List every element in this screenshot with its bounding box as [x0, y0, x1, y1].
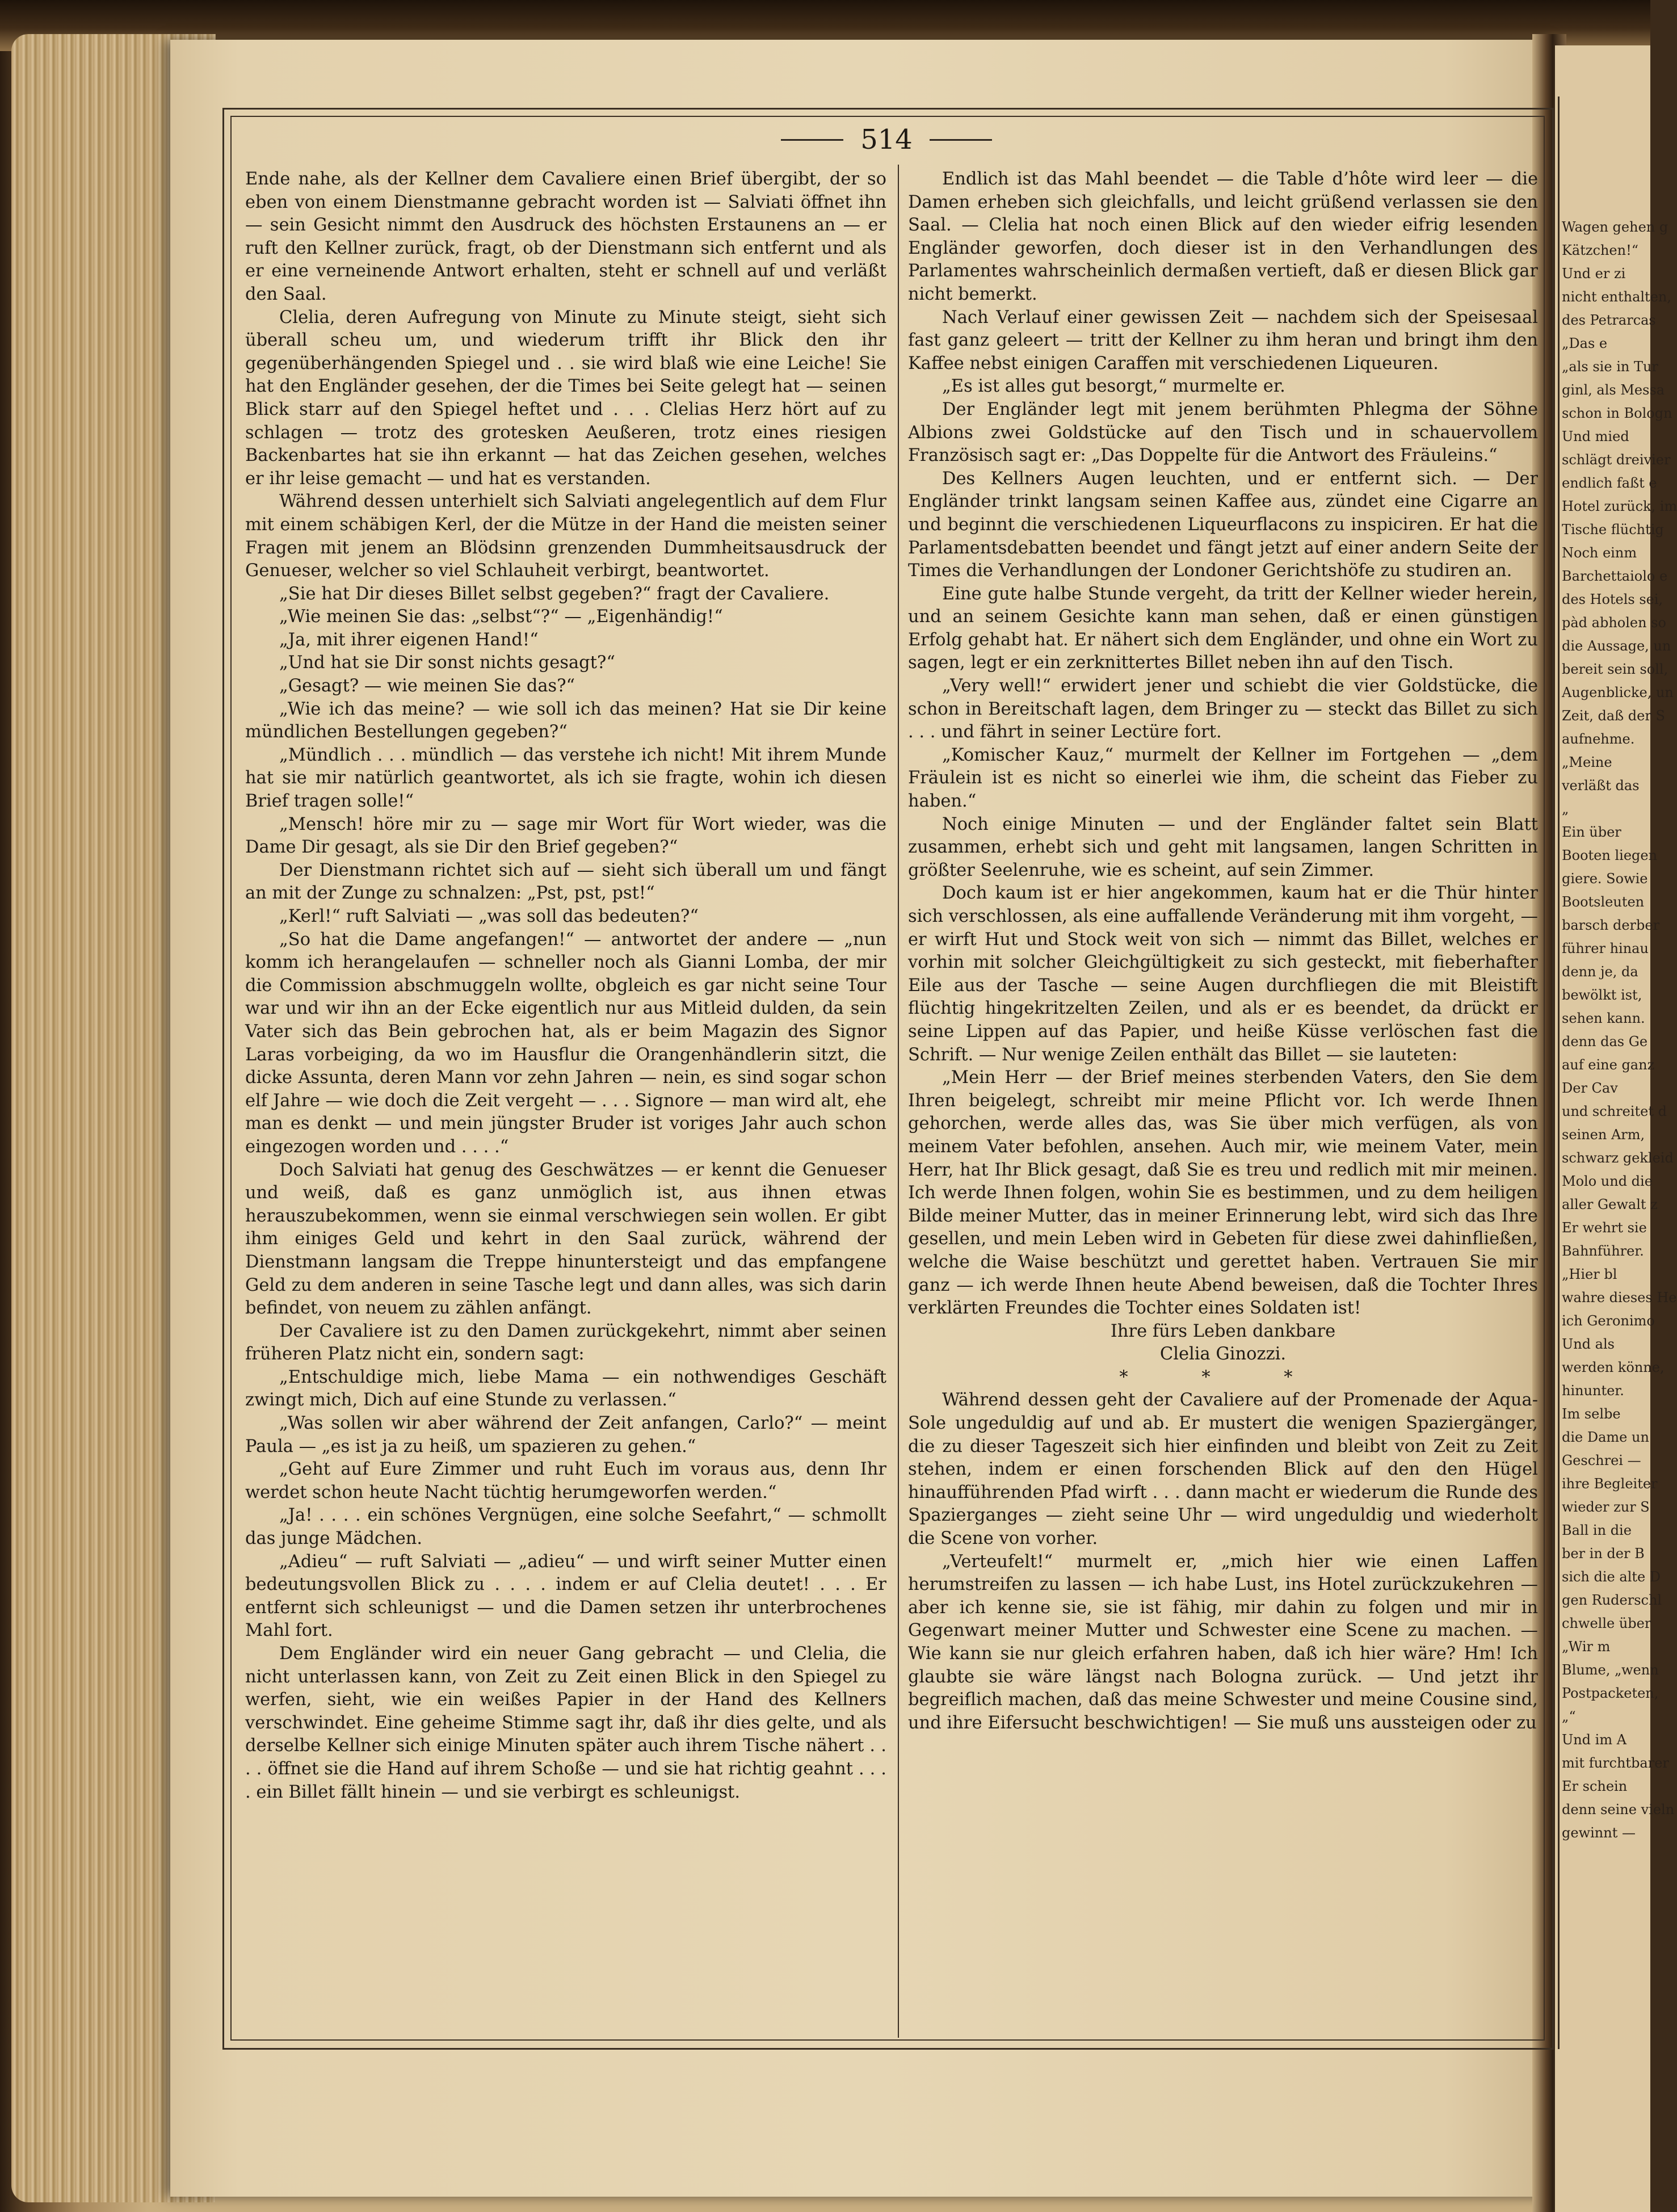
header-rule-left	[781, 139, 843, 141]
facing-page-line: ginl, als Messa	[1562, 382, 1665, 398]
facing-page-line: „	[1562, 801, 1569, 817]
paragraph: „Ja, mit ihrer eigenen Hand!“	[279, 629, 539, 650]
facing-page-line: auf eine ganz	[1562, 1057, 1655, 1073]
page-header	[230, 123, 1542, 157]
paragraph: Der Cavaliere ist zu den Damen zurückgekehrt, nimmt aber seinen früheren Platz nicht ein, sondern sagt:	[245, 1321, 886, 1365]
facing-page-line: bewölkt ist,	[1562, 987, 1642, 1003]
paragraph: Doch Salviati hat genug des Geschwätzes — er kennt die Genueser und weiß, daß es ganz unmöglich ist, aus ihnen etwas herauszubekommen, wenn sie einmal verschwiegen sein wollen. Er gibt ihm einiges Geld und kehrt in den Saal zurück, während der Dienstmann langsam die Treppe hinuntersteigt und das empfangene Geld zu dem anderen in seine Tasche legt und dann alles, was sich darin befindet, von neuem zu zählen anfängt.	[245, 1160, 886, 1319]
facing-page-line: schon in Bologn	[1562, 405, 1672, 421]
facing-page-line: giere. Sowie	[1562, 871, 1648, 887]
facing-page-line: barsch derber	[1562, 917, 1660, 933]
paragraph: Eine gute halbe Stunde vergeht, da tritt der Kellner wieder herein, und an seinem Gesichte kann man sehen, daß er einen günstigen Erfolg gehabt hat. Er nähert sich dem Engländer, und ohne ein Wort zu sagen, legt er ein zerknittertes Billet neben ihn auf den Tisch.	[908, 584, 1538, 673]
facing-page-line: „“	[1562, 1709, 1576, 1724]
facing-page-line: sich die alte D	[1562, 1569, 1661, 1585]
paragraph: „Wie meinen Sie das: „selbst“?“ — „Eigenhändig!“	[279, 607, 723, 627]
facing-page-line: Zeit, daß der S	[1562, 708, 1665, 724]
facing-page-line: ihre Begleiter	[1562, 1476, 1658, 1492]
paragraph: „Was sollen wir aber während der Zeit anfangen, Carlo?“ — meint Paula — „es ist ja zu heiß, um spazieren zu gehen.“	[245, 1413, 886, 1457]
facing-page-line: verläßt das	[1562, 778, 1640, 794]
paragraph: Während dessen geht der Cavaliere auf der Promenade der Aqua-Sole ungeduldig auf und ab. Er mustert die wenigen Spaziergänger, die zu dieser Tageszeit sich hier einfinden und bleibt von Zeit zu Zeit stehen, indem er einen forschenden Blick auf den den Hügel hinaufführenden Pfad wirft . . . dann macht er wiederum die Runde des Spazierganges — zieht seine Uhr — wird ungeduldig und wiederholt die Scene von vorher.	[908, 1390, 1538, 1549]
facing-page-line: nicht enthalten,	[1562, 289, 1671, 305]
facing-page-line: chwelle über	[1562, 1615, 1651, 1631]
paragraph: Während dessen unterhielt sich Salviati angelegentlich auf dem Flur mit einem schäbigen Kerl, der die Mütze in der Hand die meisten seiner Fragen mit jenem an Blödsinn grenzenden Dummheitsausdruck der Genueser, welcher so viel Schlauheit verbirgt, beantwortet.	[245, 492, 886, 581]
paragraph: Der Engländer legt mit jenem berühmten Phlegma der Söhne Albions zwei Goldstücke auf den Tisch und in schauervollem Französisch sagt er: „Das Doppelte für die Antwort des Fräuleins.“	[908, 399, 1538, 466]
facing-page-line: Bahnführer.	[1562, 1243, 1644, 1259]
letter-signature-closing: Ihre fürs Leben dankbare	[1110, 1321, 1336, 1341]
facing-page-line: Ball in die	[1562, 1522, 1632, 1538]
paragraph: Dem Engländer wird ein neuer Gang gebracht — und Clelia, die nicht unterlassen kann, von Zeit zu Zeit einen Blick in den Spiegel zu werfen, sieht, wie ein weißes Papier in der Hand des Kellners verschwindet. Eine geheime Stimme sagt ihr, daß ihr dies gelte, und als derselbe Kellner sich einige Minuten später auch ihrem Tische nähert . . . . öffnet sie die Hand auf ihrem Schoße — und sie hat richtig geahnt . . . . ein Billet fällt hinein — und sie verbirgt es schleunigst.	[245, 1644, 886, 1802]
facing-page-line: „Das e	[1562, 335, 1608, 351]
paragraph: „Verteufelt!“ murmelt er, „mich hier wie einen Laffen herumstreifen zu lassen — ich habe Lust, ins Hotel zurückzukehren — aber ich kenne sie, sie ist fähig, mir dahin zu folgen und mir in Gegenwart meiner Mutter und Schwester eine Scene zu machen. — Wie kann sie nur gleich erfahren haben, daß ich hier wäre? Hm! Ich glaubte sie wäre längst nach Bologna zurück. — Und jetzt ihr begreiflich machen, daß das meine Schwester und meine Cousine sind, und ihre Eifersucht beschwichtigen! — Sie muß uns aussteigen oder zu	[908, 1551, 1538, 1733]
facing-page-line: hinunter.	[1562, 1383, 1624, 1399]
facing-page-line: „Meine	[1562, 754, 1612, 770]
facing-page-line: Geschrei —	[1562, 1453, 1641, 1468]
paragraph: „Entschuldige mich, liebe Mama — ein nothwendiges Geschäft zwingt mich, Dich auf eine Stunde zu verlassen.“	[245, 1367, 886, 1411]
facing-page-line: ich Geronimo	[1562, 1313, 1655, 1329]
facing-page-line: denn je, da	[1562, 964, 1638, 980]
paragraph: Endlich ist das Mahl beendet — die Table d’hôte wird leer — die Damen erheben sich gleichfalls, und leicht grüßend verlassen sie den Saal. — Clelia hat noch einen Blick auf den wieder eifrig lesenden Engländer geworfen, doch dieser ist in den Verhandlungen des Parlamentes wahrscheinlich dermaßen vertieft, daß er diesen Blick gar nicht bemerkt.	[908, 169, 1538, 304]
facing-page-line: die Aussage, un	[1562, 638, 1671, 654]
facing-page-line: gen Ruderschl	[1562, 1592, 1662, 1608]
facing-page-line: mit furchtbarer	[1562, 1755, 1669, 1771]
paragraph: Noch einige Minuten — und der Engländer faltet sein Blatt zusammen, erhebt sich und geht mit langsamen, langen Schritten in größter Seelenruhe, wie es scheint, auf sein Zimmer.	[908, 814, 1538, 880]
paragraph: „Und hat sie Dir sonst nichts gesagt?“	[279, 653, 615, 673]
facing-page-line: gewinnt —	[1562, 1825, 1636, 1841]
facing-page-line: führer hinau	[1562, 941, 1649, 956]
facing-page-line: und schreitet d	[1562, 1103, 1667, 1119]
facing-page-line: denn seine vieln	[1562, 1802, 1675, 1818]
facing-page-line: wahre dieses He	[1562, 1290, 1677, 1306]
facing-page-line: schlägt dreivier	[1562, 452, 1671, 468]
facing-page-line: „als sie in Tur	[1562, 359, 1658, 375]
facing-page-line: Er schein	[1562, 1778, 1628, 1794]
facing-page-line: Und er zi	[1562, 266, 1626, 282]
facing-page-line: Ein über	[1562, 824, 1621, 840]
paragraph: „Komischer Kauz,“ murmelt der Kellner im Fortgehen — „dem Fräulein ist es nicht so einerlei wie ihm, die scheint das Fieber zu haben.“	[908, 745, 1538, 812]
facing-page-line: Augenblicke, un	[1562, 685, 1674, 700]
facing-page-line: Der Cav	[1562, 1080, 1618, 1096]
facing-page-line: Und als	[1562, 1336, 1615, 1352]
paragraph: „So hat die Dame angefangen!“ — antwortet der andere — „nun komm ich herangelaufen — schneller noch als Gianni Lomba, der mir die Commission abschmuggeln wollte, obgleich es gar nicht seine Tour war und wir ihn an der Ecke eigentlich nur aus Mitleid dulden, da sein Vater sich das Bein gebrochen hat, als er beim Magazin des Signor Laras vorbeiging, da wo im Hausflur die Orangenhändlerin sitzt, die dicke Assunta, deren Mann vor zehn Jahren — nein, es sind sogar schon elf Jahre — wie doch die Zeit vergeht — . . . Signore — man wird alt, ehe man es denkt — und mein jüngster Bruder ist voriges Jahr auch schon eingezogen worden und . . . .“	[245, 929, 886, 1157]
facing-page-line: Barchettaiolo e	[1562, 568, 1668, 584]
facing-page-line: „Wir m	[1562, 1639, 1611, 1655]
section-break-asterisks: * * *	[1119, 1367, 1327, 1387]
facing-page-line: Im selbe	[1562, 1406, 1621, 1422]
paragraph: „Gesagt? — wie meinen Sie das?“	[279, 676, 575, 696]
paragraph: Ende nahe, als der Kellner dem Cavaliere einen Brief übergibt, der so eben von einem Dienstmanne gebracht worden ist — Salviati öffnet ihn — sein Gesicht nimmt den Ausdruck des höchsten Erstaunens an — er ruft den Kellner zurück, fragt, ob der Dienstmann sich entfernt und als er eine verneinende Antwort erhalten, steht er schnell auf und verläßt den Saal.	[245, 169, 886, 304]
letter-signature-name: Clelia Ginozzi.	[1159, 1344, 1287, 1365]
paragraph: „Ja! . . . . ein schönes Vergnügen, eine solche Seefahrt,“ — schmollt das junge Mädchen.	[245, 1505, 886, 1549]
facing-page-line: die Dame un	[1562, 1429, 1649, 1445]
paragraph: „Kerl!“ ruft Salviati — „was soll das bedeuten?“	[279, 906, 699, 926]
right-column	[908, 168, 1538, 1735]
facing-page-line: wieder zur S	[1562, 1499, 1650, 1515]
column-divider	[898, 165, 899, 2038]
facing-page-line: des Hotels sei,	[1562, 591, 1663, 607]
paragraph: „Mensch! höre mir zu — sage mir Wort für Wort wieder, was die Dame Dir gesagt, als sie Dir den Brief gegeben?“	[245, 814, 886, 858]
paragraph: „Mündlich . . . mündlich — das verstehe ich nicht! Mit ihrem Munde hat sie mir natürlich geantwortet, als ich sie fragte, wohin ich diesen Brief tragen solle!“	[245, 745, 886, 812]
facing-page-line: Postpacketen,	[1562, 1685, 1659, 1701]
facing-page-line: Booten liegen	[1562, 847, 1658, 863]
header-rule-right	[930, 139, 992, 141]
facing-page-line: pàd abholen so	[1562, 615, 1666, 631]
page-number: 514	[860, 124, 913, 156]
facing-page-line: des Petrarcas	[1562, 312, 1656, 328]
facing-page-line: Wagen gehen g	[1562, 219, 1668, 235]
facing-page-fragment	[1555, 45, 1677, 2212]
facing-page-line: schwarz gekleid	[1562, 1150, 1674, 1166]
paragraph: „Sie hat Dir dieses Billet selbst gegeben?“ fragt der Cavaliere.	[279, 584, 830, 604]
facing-page-line: Kätzchen!“	[1562, 242, 1638, 258]
facing-page-line: Molo und die	[1562, 1173, 1653, 1189]
facing-page-line: seinen Arm,	[1562, 1127, 1645, 1143]
paragraph: Doch kaum ist er hier angekommen, kaum hat er die Thür hinter sich verschlossen, als eine auffallende Veränderung mit ihm vorgeht, — er wirft Hut und Stock weit von sich — nimmt das Billet, welches er vorhin mit solcher Gleichgültigkeit zu sich gesteckt, mit fieberhafter Eile aus der Tasche — seine Augen durchfliegen die mit Bleistift flüchtig hingekritzelten Zeilen, und als er es beendet, da drückt er seine Lippen auf das Papier, und heiße Küsse verlöschen fast die Schrift. — Nur wenige Zeilen enthält das Billet — sie lauteten:	[908, 883, 1538, 1065]
facing-page-line: Er wehrt sie	[1562, 1220, 1647, 1236]
paragraph: Der Dienstmann richtet sich auf — sieht sich überall um und fängt an mit der Zunge zu schnalzen: „Pst, pst, pst!“	[245, 860, 886, 904]
facing-page-line: Noch einm	[1562, 545, 1637, 561]
facing-page-line: „Hier bl	[1562, 1266, 1617, 1282]
letter-text: „Mein Herr — der Brief meines sterbenden Vaters, den Sie dem Ihren beigelegt, schreibt mir meine Pflicht vor. Ich werde Ihnen gehorchen, werde alles das, was Sie über mich verfügen, als von meinem Vater befohlen, ansehen. Auch mir, wie meinem Vater, mein Herr, hat Ihr Blick gesagt, daß Sie es treu und redlich mit mir meinen. Ich werde Ihnen folgen, wohin Sie es bestimmen, und zu dem heiligen Bilde meiner Mutter, das in meiner Erinnerung lebt, wird sich das Ihre gesellen, und mein Leben wird in Gebeten für diese zwei dahinfließen, welche die Waise beschützt und gerettet haben. Vertrauen Sie mir ganz — ich werde Ihnen heute Abend beweisen, daß die Tochter Ihres verklärten Freundes die Tochter eines Soldaten ist!	[908, 1068, 1538, 1319]
facing-page-line: werden könne,	[1562, 1359, 1665, 1375]
facing-page-line: sehen kann.	[1562, 1010, 1645, 1026]
paragraph: Des Kellners Augen leuchten, und er entfernt sich. — Der Engländer trinkt langsam seinen Kaffee aus, zündet eine Cigarre an und beginnt die verschiedenen Liqueurflacons zu inspiciren. Er hat die Parlamentsdebatten beendet und fängt jetzt auf einer andern Seite der Times die Verhandlungen der Londoner Gerichtshöfe zu studiren an.	[908, 468, 1538, 581]
paragraph: „Very well!“ erwidert jener und schiebt die vier Goldstücke, die schon in Bereitschaft lagen, dem Bringer zu — steckt das Billet zu sich . . . und fährt in seiner Lectüre fort.	[908, 676, 1538, 742]
facing-page-line: Tische flüchtig	[1562, 522, 1664, 538]
facing-page-text	[1562, 216, 1677, 1845]
facing-page-line: Bootsleuten	[1562, 894, 1645, 910]
paragraph: „Adieu“ — ruft Salviati — „adieu“ — und wirft seiner Mutter einen bedeutungsvollen Blick zu . . . . indem er auf Clelia deutet! . . . Er entfernt sich schleunigst — und die Damen setzen ihr unterbrochenes Mahl fort.	[245, 1551, 886, 1641]
facing-page-line: endlich faßt e	[1562, 475, 1657, 491]
facing-page-line: aller Gewalt z	[1562, 1197, 1658, 1212]
paragraph: „Geht auf Eure Zimmer und ruht Euch im voraus aus, denn Ihr werdet schon heute Nacht tüchtig herumgeworfen werden.“	[245, 1459, 886, 1502]
facing-page-line: Und im A	[1562, 1732, 1627, 1748]
paragraph: Clelia, deren Aufregung von Minute zu Minute steigt, sieht sich überall scheu um, und wiederum trifft ihr Blick den ihr gegenüberhängenden Spiegel und . . sie wird blaß wie eine Leiche! Sie hat den Engländer gesehen, der die Times bei Seite gelegt hat — seinen Blick starr auf den Spiegel heftet und . . . Clelias Herz hört auf zu schlagen — trotz des grotesken Aeußeren, trotz eines riesigen Backenbartes hat sie ihn erkannt — hat das Zeichen gesehen, welches er ihr leise gemacht — und hat es verstanden.	[245, 307, 886, 489]
paragraph: Nach Verlauf einer gewissen Zeit — nachdem sich der Speisesaal fast ganz geleert — tritt der Kellner zu ihm heran und bringt ihm den Kaffee nebst einigen Caraffen mit verschiedenen Liqueuren.	[908, 307, 1538, 373]
letter-block	[908, 1067, 1538, 1366]
paragraph: „Wie ich das meine? — wie soll ich das meinen? Hat sie Dir keine mündlichen Bestellungen gegeben?“	[245, 699, 886, 742]
facing-page-frame	[1558, 96, 1560, 2049]
right-column-paragraphs	[908, 168, 1538, 1067]
facing-page-line: Und mied	[1562, 429, 1629, 444]
facing-page-line: Blume, „wenn	[1562, 1662, 1659, 1678]
paragraph: „Es ist alles gut besorgt,“ murmelte er.	[942, 376, 1285, 397]
facing-page-line: ber in der B	[1562, 1546, 1645, 1562]
left-column	[245, 168, 886, 1804]
right-column-continuation	[908, 1389, 1538, 1735]
facing-page-line: Hotel zurück, im	[1562, 498, 1677, 514]
facing-page-line: aufnehme.	[1562, 731, 1635, 747]
facing-page-line: denn das Ge	[1562, 1034, 1648, 1050]
facing-page-line: bereit sein soll,	[1562, 661, 1668, 677]
